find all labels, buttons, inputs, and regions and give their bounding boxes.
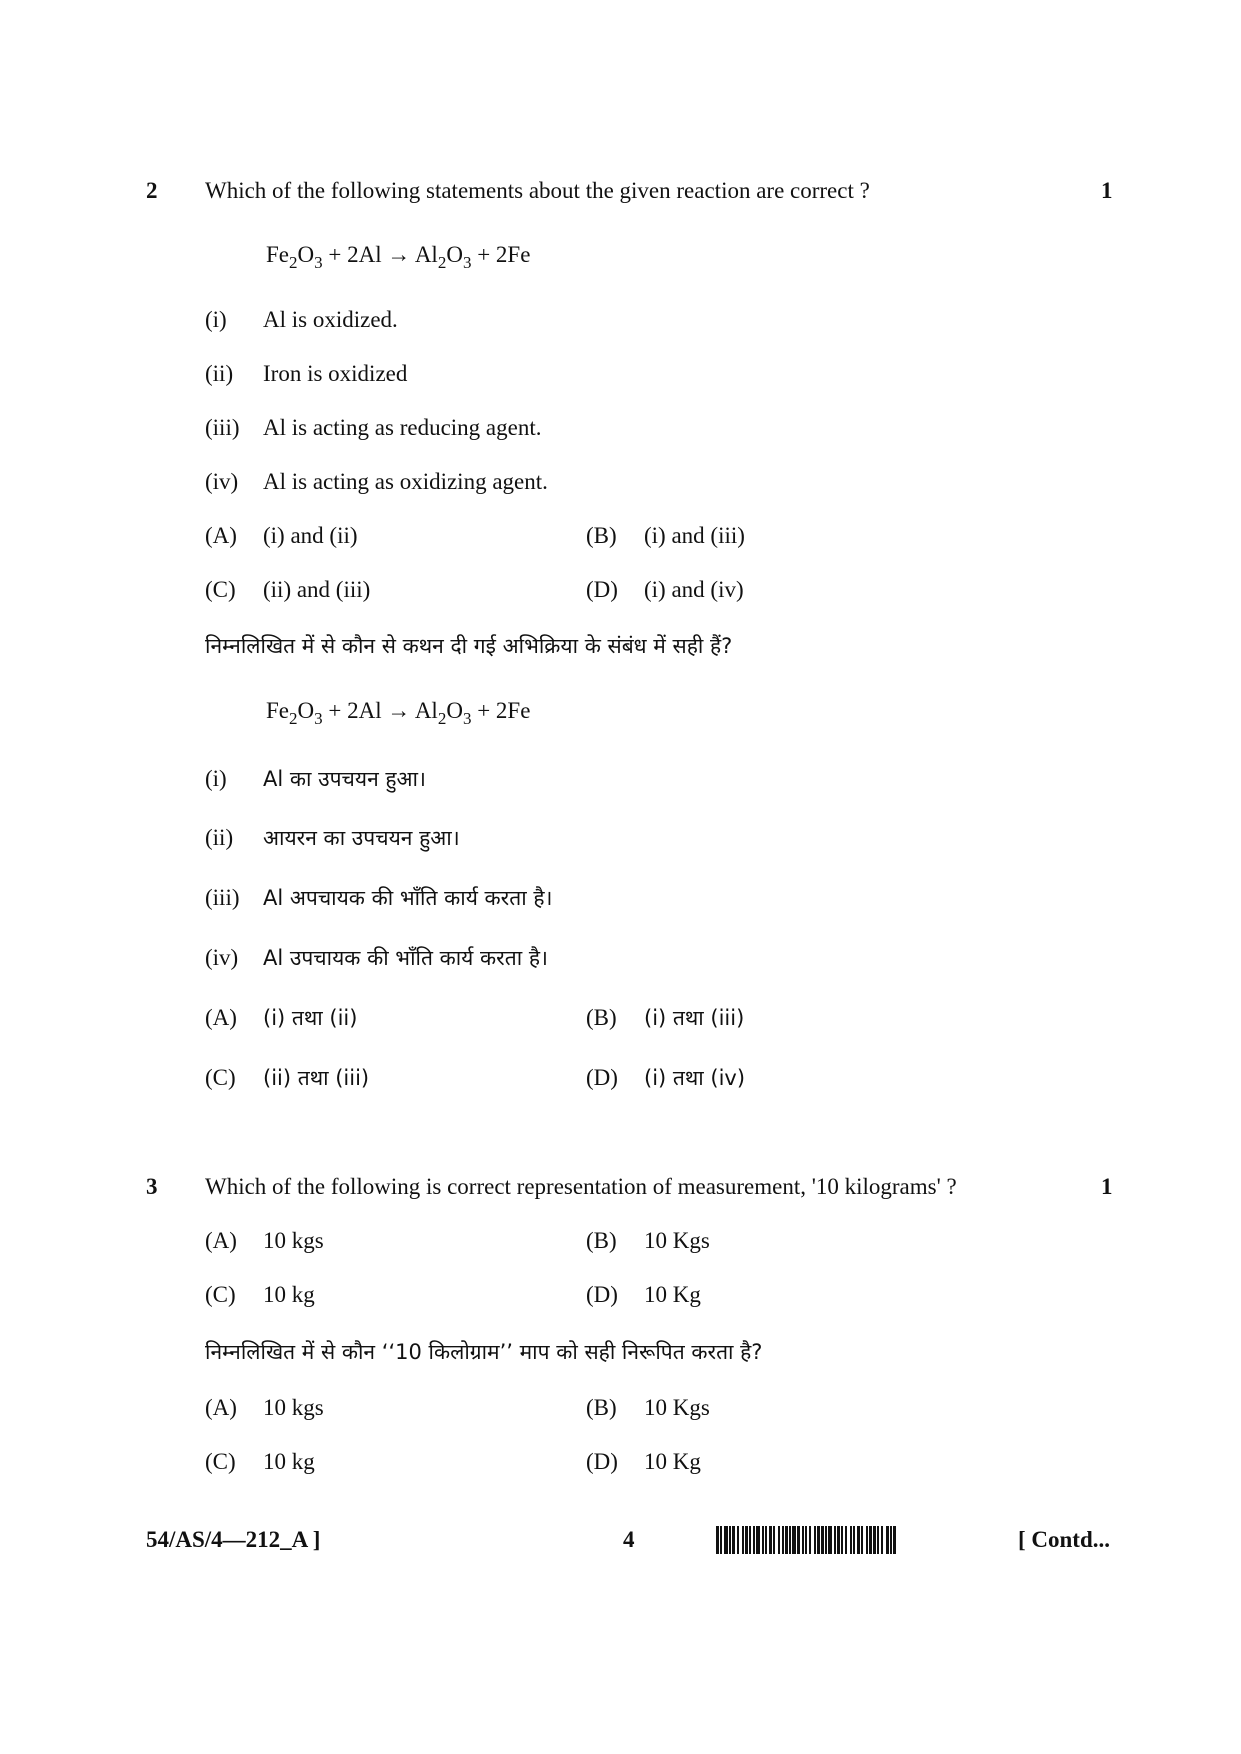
question-text-hindi: निम्नलिखित में से कौन से कथन दी गई अभिक्रिया के संबंध में सही हैं? <box>205 634 733 658</box>
statement-item-hindi: (ii) आयरन का उपचयन हुआ। <box>205 825 460 850</box>
answer-option-d[interactable]: (D) 10 Kg <box>586 1282 701 1307</box>
question-number: 2 <box>146 178 158 203</box>
answer-option-b[interactable]: (B) (i) and (iii) <box>586 523 745 548</box>
question-number: 3 <box>146 1174 158 1199</box>
chemical-equation-hindi: $Fe_2O_3 + 2Al \to Al_2O_3 + 2Fe$ <box>266 698 531 728</box>
paper-code: 54/AS/4—212_A ] <box>146 1527 321 1552</box>
answer-option-a[interactable]: (A) 10 kgs <box>205 1228 324 1253</box>
answer-option-b-hindi[interactable]: (B) (i) तथा (iii) <box>586 1005 745 1030</box>
continued-label: [ Contd... <box>1018 1527 1111 1552</box>
answer-option-c-hindi[interactable]: (C) 10 kg <box>205 1449 315 1474</box>
question-marks: 1 <box>1101 178 1113 203</box>
question-text: Which of the following statements about the given reaction are correct ? <box>205 178 870 203</box>
question-text-hindi: निम्नलिखित में से कौन ‘‘10 किलोग्राम’’ माप को सही निरूपित करता है? <box>205 1340 763 1364</box>
statement-item-hindi: (iii) Al अपचायक की भाँति कार्य करता है। <box>205 885 553 910</box>
question-marks: 1 <box>1101 1174 1113 1199</box>
statement-item: (i) Al is oxidized. <box>205 307 398 332</box>
answer-option-a[interactable]: (A) (i) and (ii) <box>205 523 358 548</box>
statement-item-hindi: (iv) Al उपचायक की भाँति कार्य करता है। <box>205 945 548 970</box>
statement-item: (iv) Al is acting as oxidizing agent. <box>205 469 548 494</box>
page-number: 4 <box>623 1527 635 1552</box>
answer-option-c-hindi[interactable]: (C) (ii) तथा (iii) <box>205 1065 370 1090</box>
answer-option-c[interactable]: (C) 10 kg <box>205 1282 315 1307</box>
question-text: Which of the following is correct representation of measurement, '10 kilograms' ? <box>205 1174 957 1199</box>
statement-item-hindi: (i) Al का उपचयन हुआ। <box>205 766 426 791</box>
answer-option-b-hindi[interactable]: (B) 10 Kgs <box>586 1395 710 1420</box>
answer-option-d-hindi[interactable]: (D) 10 Kg <box>586 1449 701 1474</box>
answer-option-a-hindi[interactable]: (A) 10 kgs <box>205 1395 324 1420</box>
answer-option-d[interactable]: (D) (i) and (iv) <box>586 577 744 602</box>
chemical-equation: $Fe_2O_3 + 2Al \to Al_2O_3 + 2Fe$ <box>266 242 531 272</box>
statement-item: (iii) Al is acting as reducing agent. <box>205 415 542 440</box>
answer-option-a-hindi[interactable]: (A) (i) तथा (ii) <box>205 1005 358 1030</box>
barcode-bar <box>896 1526 898 1554</box>
statement-item: (ii) Iron is oxidized <box>205 361 408 386</box>
answer-option-d-hindi[interactable]: (D) (i) तथा (iv) <box>586 1065 746 1090</box>
answer-option-c[interactable]: (C) (ii) and (iii) <box>205 577 371 602</box>
barcode <box>716 1526 971 1554</box>
answer-option-b[interactable]: (B) 10 Kgs <box>586 1228 710 1253</box>
